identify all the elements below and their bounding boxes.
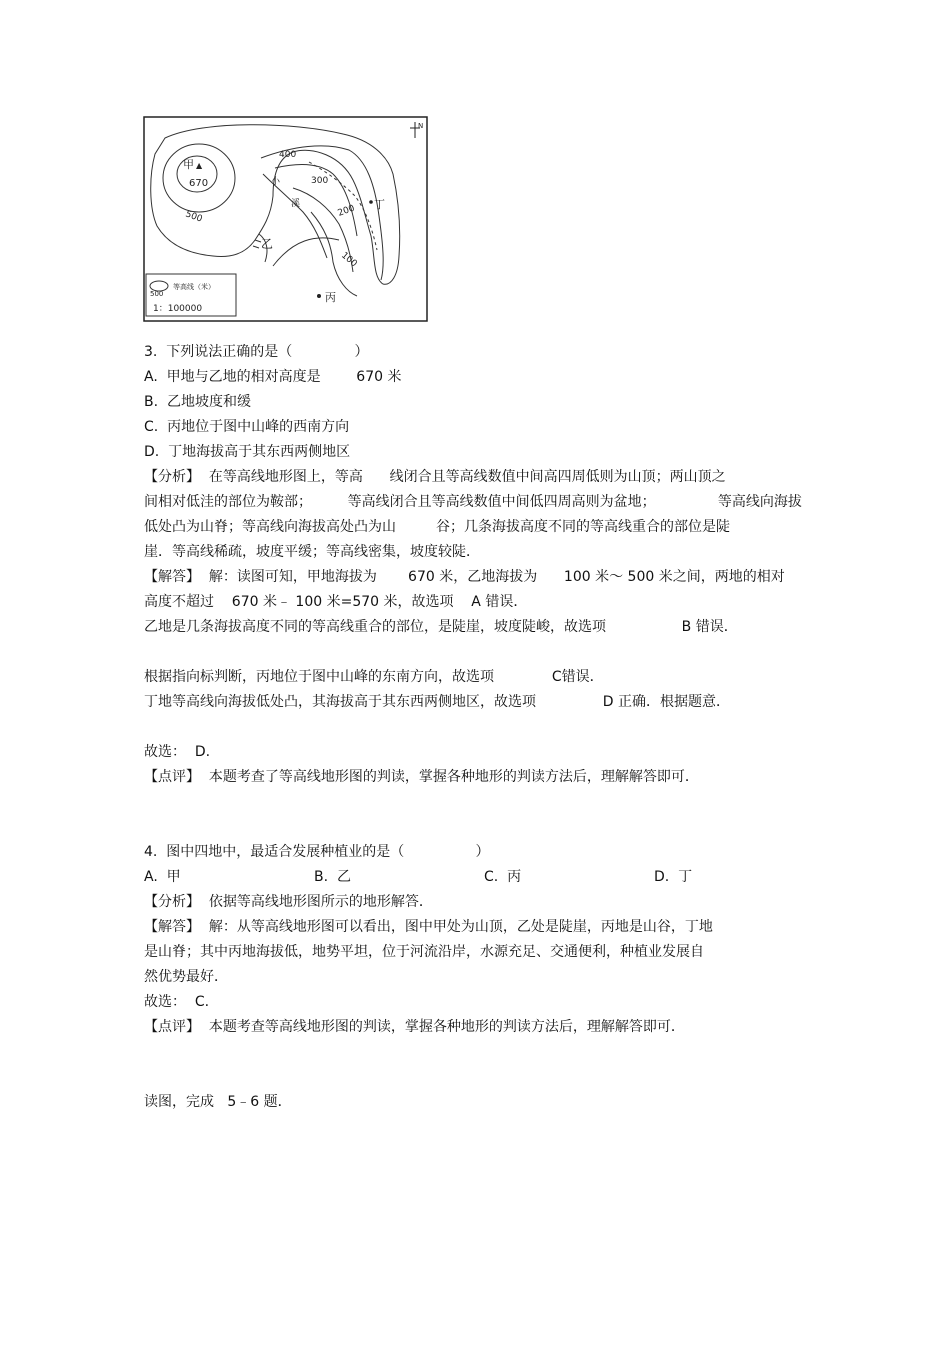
legend-contour-label: 等高线（米） [173,283,215,291]
q3-answer-line: 【解答】 解：读图可知，甲地海拔为 670 米，乙地海拔为 100 米～ 500 米之间，两地的相对 [144,569,785,585]
q3-option-c: C. 丙地位于图中山峰的西南方向 [144,419,350,435]
q3-answer-line: 高度不超过 670 米﹣ 100 米=570 米，故选项 A 错误． [144,594,528,610]
label-200: 200 [336,203,357,219]
q3-answer-line: 根据指向标判断，丙地位于图中山峰的东南方向，故选项 C错误． [144,669,604,685]
label-100: 100 [339,250,359,270]
q4-option-d: D. 丁 [654,869,693,885]
label-300: 300 [311,176,329,186]
q3-answer-line: 乙地是几条海拔高度不同的等高线重合的部位，是陡崖，坡度陡峻，故选项 B 错误． [144,619,738,635]
label-he: 溪 [291,199,301,209]
q4-option-b: B. 乙 [314,869,351,885]
q4-option-a: A. 甲 [144,869,181,885]
q3-answer-line: 丁地等高线向海拔低处凸，其海拔高于其东西两侧地区，故选项 D 正确．根据题意． [144,694,730,710]
q4-stem: 4. 图中四地中，最适合发展种植业的是（ ） [144,844,490,860]
legend-scale: 1：100000 [153,304,203,314]
label-bing: 丙 [325,291,336,304]
next-instruction: 读图，完成 5﹣6 题． [144,1094,292,1110]
point-bing [317,294,321,298]
label-north: N [418,122,424,130]
q3-option-b: B. 乙地坡度和缓 [144,394,251,410]
q4-choice: 故选： C. [144,994,210,1010]
q4-answer-line: 【解答】 解：从等高线地形图可以看出，图中甲处为山顶，乙处是陡崖，丙地是山谷，丁地 [144,919,713,935]
label-jia: 甲 [183,158,194,171]
q3-option-d: D. 丁地海拔高于其东西两侧地区 [144,444,351,460]
point-ding [369,200,373,204]
summit-triangle: ▲ [196,161,203,170]
q4-option-c: C. 丙 [484,869,522,885]
label-ding: 丁 [374,198,385,211]
q3-stem: 3. 下列说法正确的是（ ） [144,344,369,360]
legend-sample-value: 500 [150,290,164,298]
label-xiao: 小 [271,177,281,187]
label-jia-height: 670 [189,178,209,189]
label-yi: 乙 [261,237,274,251]
q3-comment: 【点评】 本题考查了等高线地形图的判读，掌握各种地形的判读方法后，理解解答即可． [144,769,699,785]
q4-answer-line: 是山脊；其中丙地海拔低，地势平坦，位于河流沿岸，水源充足、交通便利，种植业发展自 [144,944,704,960]
q3-analysis-line: 【分析】 在等高线地形图上，等高 线闭合且等高线数值中间高四周低则为山顶；两山顶之 [144,469,726,485]
q3-analysis-line: 崖．等高线稀疏，坡度平缓；等高线密集，坡度较陡． [144,544,480,560]
q3-choice: 故选： D. [144,744,211,760]
label-400: 400 [279,150,297,160]
q4-analysis: 【分析】 依据等高线地形图所示的地形解答． [144,894,433,910]
q3-analysis-line: 低处凸为山脊；等高线向海拔高处凸为山 谷；几条海拔高度不同的等高线重合的部位是陡 [144,519,731,535]
q4-comment: 【点评】 本题考查等高线地形图的判读，掌握各种地形的判读方法后，理解解答即可． [144,1019,685,1035]
contour-map [143,116,428,322]
q3-analysis-line: 间相对低洼的部位为鞍部； 等高线闭合且等高线数值中间低四周高则为盆地； 等高线向海拔 [144,494,802,510]
q4-answer-line: 然优势最好． [144,969,228,985]
q3-option-a: A. 甲地与乙地的相对高度是 670 米 [144,369,402,385]
label-500: 500 [183,209,204,225]
